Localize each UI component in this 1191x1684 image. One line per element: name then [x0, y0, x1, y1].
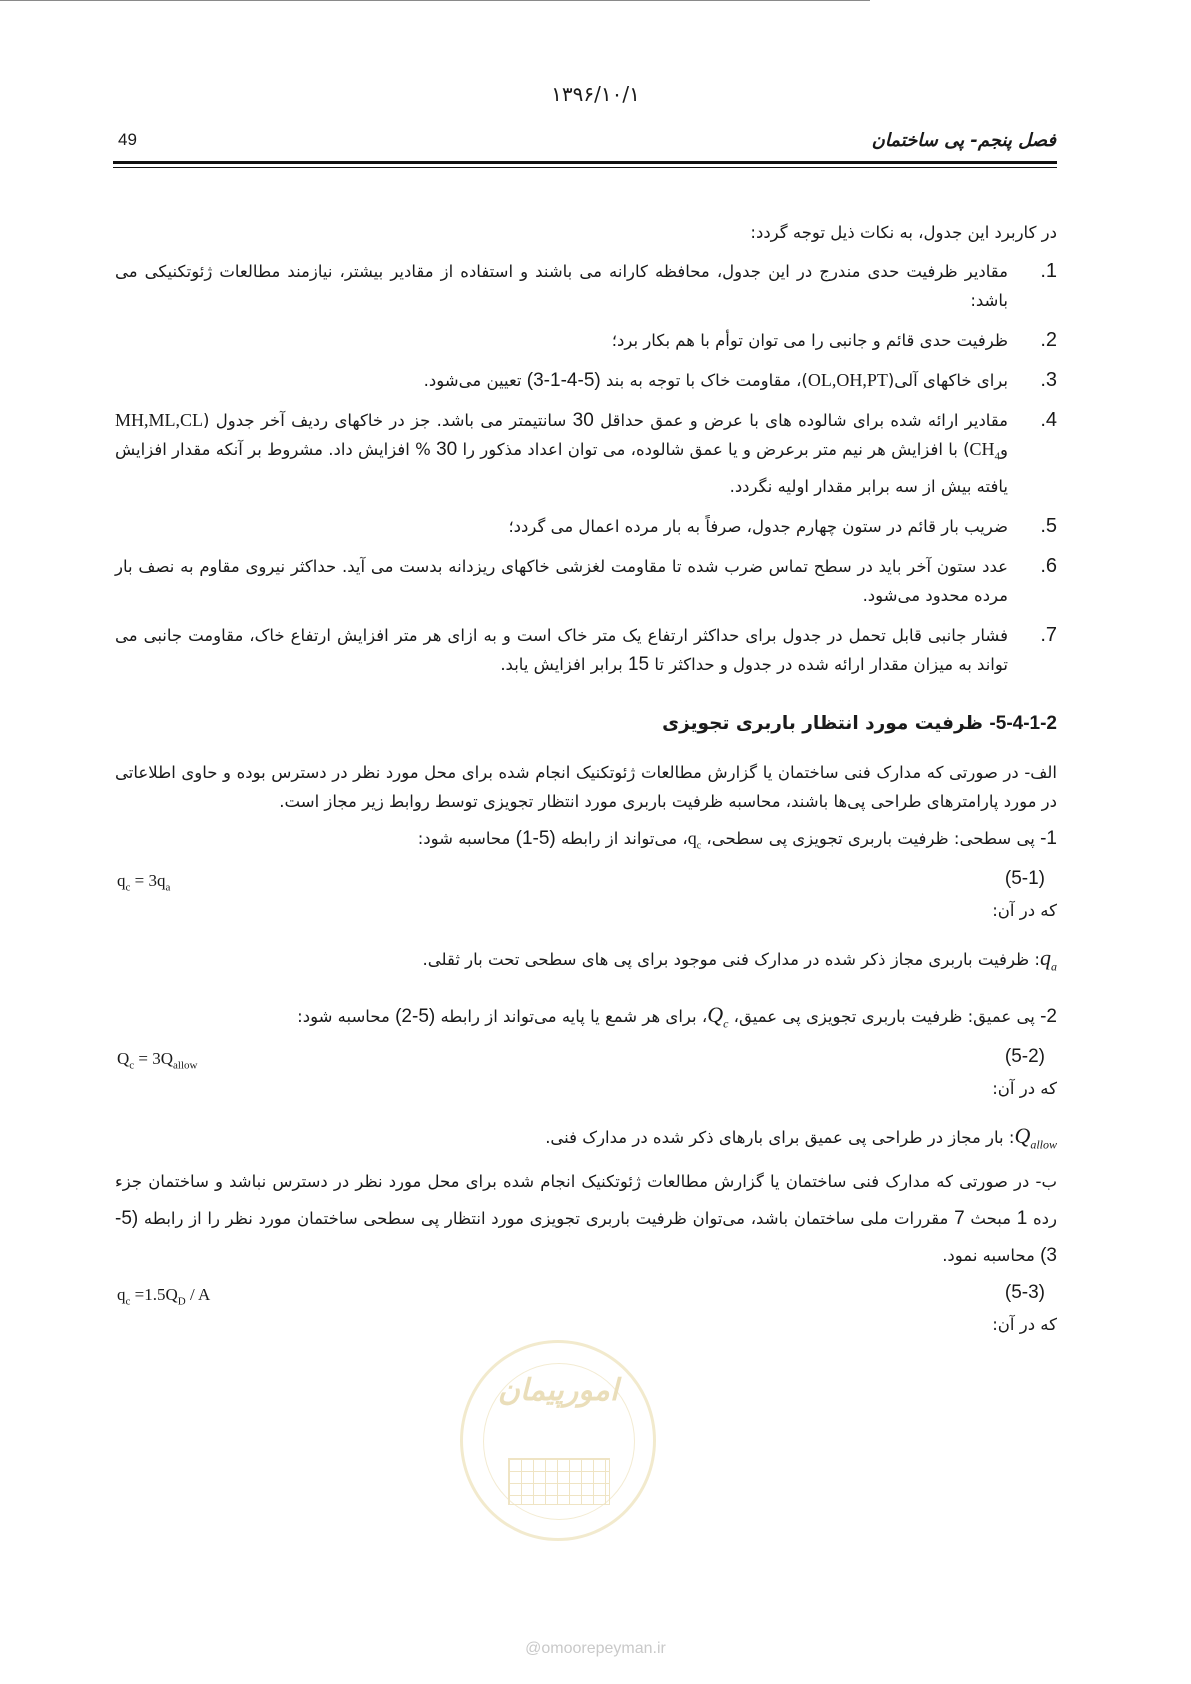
item-text: محاسبه شود:: [297, 1006, 396, 1026]
definition-text: : بار مجاز در طراحی پی عمیق برای بارهای ذکر شده در مدارک فنی.: [545, 1127, 1015, 1147]
value-number: 1: [1016, 1208, 1028, 1230]
paragraph-text: ب- در صورتی که مدارک فنی ساختمان یا گزارش مطالعات ژئوتکنیک انجام شده برای محل مورد نظر در دسترس نباشد و ساختمان جزء رده: [115, 1172, 1057, 1229]
symbol-subscript: allow: [1030, 1137, 1057, 1152]
note-number: 6.: [1040, 554, 1057, 577]
symbol-subscript: a: [1051, 959, 1057, 974]
symbol-qc: [687, 827, 702, 852]
section-number: 5-4-1-2-: [989, 712, 1057, 734]
equation-number: (5-1): [1004, 868, 1045, 890]
item-text: ، برای هر شمع یا پایه می‌تواند از رابطه: [435, 1006, 708, 1026]
symbol-letter: Q: [707, 1001, 724, 1027]
note-4: [115, 406, 1057, 501]
paragraph-be: [115, 1163, 1057, 1274]
note-7: [115, 621, 1057, 679]
soil-code-ch-text: CH: [969, 439, 995, 459]
note-number: 7.: [1040, 623, 1057, 646]
eq-lhs: Q: [117, 1048, 130, 1068]
eq-lhs-sub: c: [125, 1295, 131, 1308]
clause-ref: (5-4-1-3): [526, 370, 601, 391]
note-3: [115, 366, 1057, 395]
eq-rhs: = 3q: [130, 871, 166, 891]
symbol-letter: q: [1040, 945, 1051, 971]
where-label: که در آن:: [992, 901, 1057, 921]
symbol-letter: q: [687, 827, 697, 848]
equation-ref: (5-2): [395, 1005, 436, 1027]
item-shallow-foundation: [115, 824, 1057, 861]
equation-5-3: [115, 1274, 1057, 1310]
note-text: سانتیمتر می باشد. جز در خاکهای ردیف آخر جدول (: [203, 411, 573, 430]
symbol-letter: Q: [1014, 1122, 1031, 1148]
watermark-grid: [508, 1458, 610, 1505]
eq-rhs-sub: a: [165, 881, 171, 894]
equation-5-2: [115, 1038, 1057, 1074]
symbol-Qallow: [1014, 1122, 1057, 1152]
eq-rhs: =1.5Q: [130, 1285, 178, 1305]
top-border-line: [0, 0, 870, 1]
note-number: 4.: [1040, 409, 1057, 431]
page-number: 49: [118, 130, 137, 149]
note-text: )، مقاومت خاک با توجه به بند: [600, 371, 808, 390]
note-text: % افزایش داد. مشروط بر آنکه مقدار افزایش یافته بیش از سه برابر مقدار اولیه نگردد.: [115, 440, 1008, 496]
note-number: 1.: [1040, 260, 1057, 282]
value-number: 30: [436, 439, 458, 460]
item-text: محاسبه شود:: [417, 828, 516, 848]
header-rule-thick: [113, 161, 1057, 164]
item-deep-foundation: [115, 1000, 1057, 1038]
eq-tail: / A: [185, 1285, 211, 1305]
note-number: 2.: [1040, 329, 1057, 351]
note-text: ) با افزایش هر نیم متر برعرض و یا عمق شالوده، می توان اعداد مذکور را: [457, 440, 970, 459]
note-1: [115, 257, 1057, 315]
value-number: 7: [954, 1208, 965, 1230]
equation-ref: (5-1): [515, 827, 556, 849]
section-title: ظرفیت مورد انتظار باربری تجویزی: [662, 712, 990, 734]
item-text: ، می‌تواند از رابطه: [555, 828, 688, 848]
watermark-text: امورپیمان: [497, 1373, 619, 1408]
note-number: 5.: [1040, 514, 1057, 537]
item-number: 2-: [1040, 1005, 1057, 1027]
note-number: 3.: [1040, 369, 1057, 391]
paragraph-text: مقررات ملی ساختمان باشد، می‌توان ظرفیت باربری تجویزی مورد انتظار پی سطحی ساختمان مورد نظر را از رابطه: [138, 1209, 955, 1229]
definition-Qallow: [115, 1121, 1057, 1159]
note-text: برای خاکهای آلی(: [887, 371, 1008, 390]
note-text: مقادیر ارائه شده برای شالوده های با عرض و عمق حداقل: [593, 411, 1008, 430]
note-text: برابر افزایش یابد.: [500, 654, 628, 674]
eq-rhs-sub: allow: [173, 1059, 198, 1072]
equation-number: (5-3): [1004, 1282, 1045, 1304]
symbol-subscript: c: [723, 1015, 729, 1030]
note-2: [115, 326, 1057, 355]
equation-number: (5-2): [1004, 1045, 1045, 1067]
note-text: ضریب بار قائم در ستون چهارم جدول، صرفاً به بار مرده اعمال می گردد؛: [508, 516, 1008, 536]
chapter-title: فصل پنجم- پی ساختمان: [871, 130, 1056, 151]
soil-codes: MH,ML,CL: [115, 410, 204, 430]
note-text: فشار جانبی قابل تحمل در جدول برای حداکثر ارتفاع یک متر خاک است و به ازای هر متر افزایش ارتفاع خاک، مقاومت جانبی می تواند به میزان مقدار ارائه شده در جدول و حداکثر تا: [115, 625, 1008, 674]
symbol-qa: [1040, 945, 1057, 974]
value-number: 30: [572, 410, 594, 431]
eq-rhs-sub: D: [177, 1295, 186, 1308]
item-number: 1-: [1040, 827, 1057, 849]
document-date: ۱۳۹۶/۱۰/۱: [551, 82, 640, 106]
where-label: که در آن:: [992, 1078, 1057, 1098]
note-text: تعیین می‌شود.: [423, 371, 527, 390]
soil-codes: OL,OH,PT: [807, 370, 888, 390]
eq-lhs-sub: c: [129, 1059, 135, 1072]
paragraph-alef: الف- در صورتی که مدارک فنی ساختمان یا گزارش مطالعات ژئوتکنیک انجام شده برای محل مورد نظر در دسترس بوده و حاوی اطلاعاتی در مورد پارامترهای طراحی پی‌ها باشند، محاسبه ظرفیت باربری مورد انتظار تجویزی توسط روابط زیر مجاز است.: [115, 762, 1057, 811]
eq-rhs: = 3Q: [134, 1048, 174, 1068]
item-text: پی عمیق: ظرفیت باربری تجویزی پی عمیق،: [728, 1006, 1041, 1026]
definition-qa: [115, 943, 1057, 981]
equation-body: [117, 1044, 198, 1080]
note-text: عدد ستون آخر باید در سطح تماس ضرب شده تا مقاومت لغزشی خاکهای ریزدانه بدست می آید. حداکثر نیروی مقاوم به نصف بار مرده محدود می‌شود.: [115, 556, 1008, 605]
note-text: مقادیر ظرفیت حدی مندرج در این جدول، محافظه کارانه می باشند و استفاده از مقادیر بیشتر، نیازمند مطالعات ژئوتکنیکی می باشد:: [115, 262, 1008, 310]
note-5: [115, 512, 1057, 541]
note-text: ظرفیت حدی قائم و جانبی را می توان توأم با هم بکار برد؛: [611, 331, 1008, 350]
eq-lhs-sub: c: [125, 881, 131, 894]
equation-5-1: [115, 860, 1057, 896]
equation-body: [117, 866, 170, 902]
eq-lhs: q: [117, 871, 126, 891]
equation-ref: (5-3): [115, 1208, 1057, 1267]
notes-intro: در کاربرد این جدول، به نکات ذیل توجه گردد:: [750, 223, 1057, 242]
definition-text: : ظرفیت باربری مجاز ذکر شده در مدارک فنی موجود برای پی های سطحی تحت بار ثقلی.: [422, 950, 1040, 970]
symbol-Qc: [707, 1001, 729, 1030]
soil-code-ch: $CH_4$: [969, 439, 1001, 463]
note-6: [115, 552, 1057, 610]
eq-lhs: q: [117, 1285, 126, 1305]
value-number: 15: [627, 653, 650, 675]
watermark-seal: [460, 1340, 656, 1541]
where-label: که در آن:: [992, 1315, 1057, 1335]
equation-body: [117, 1280, 210, 1316]
watermark-site: @omoorepeyman.ir: [525, 1640, 666, 1657]
section-heading: [115, 709, 1057, 738]
symbol-subscript: c: [696, 840, 702, 852]
note-text: و: [1000, 440, 1009, 459]
paragraph-text: مبحث: [964, 1209, 1017, 1229]
header-rule-thin: [113, 167, 1057, 168]
item-text: پی سطحی: ظرفیت باربری تجویزی پی سطحی،: [701, 828, 1041, 848]
paragraph-text: محاسبه نمود.: [942, 1246, 1041, 1266]
page-body: [115, 218, 1057, 1339]
